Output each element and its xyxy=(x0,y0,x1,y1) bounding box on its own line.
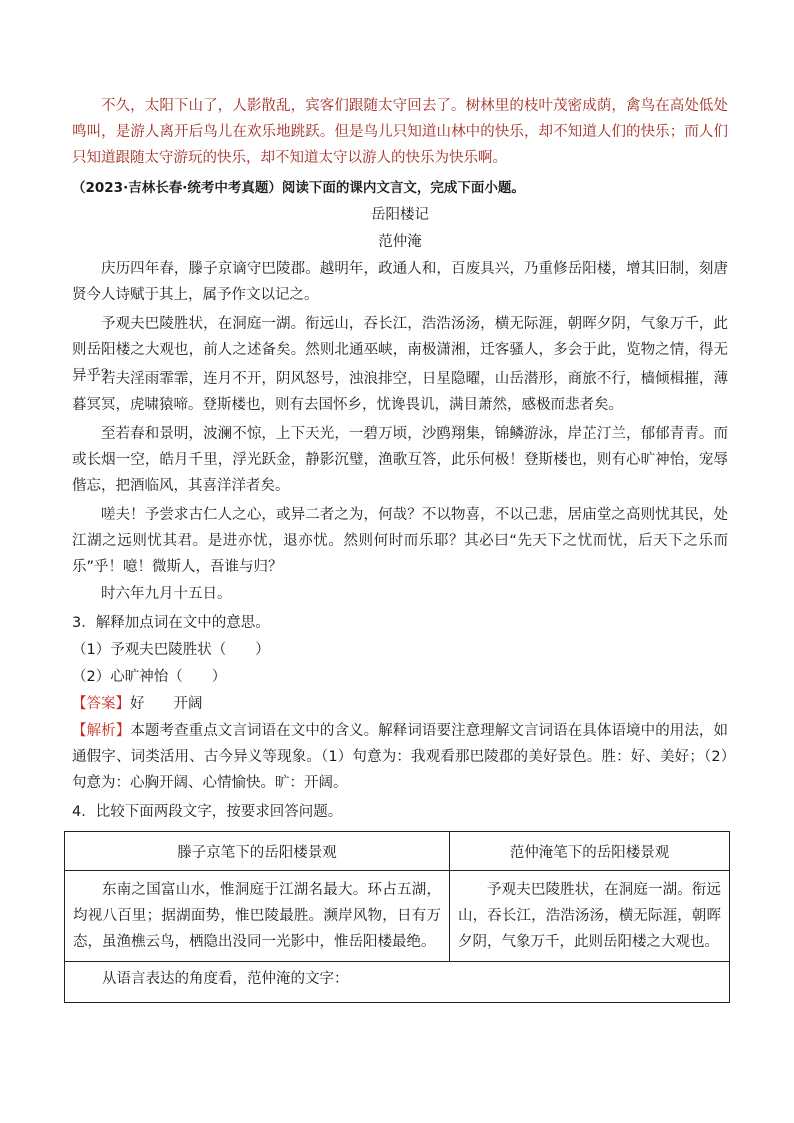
answer-text: 好 开阔 xyxy=(130,696,203,712)
passage-title: 岳阳楼记 xyxy=(371,207,429,223)
table-header-row xyxy=(65,832,730,871)
analysis-block xyxy=(72,718,728,796)
passage-paragraph-6: 时六年九月十五日。 xyxy=(101,586,232,602)
table-header-fan: 范仲淹笔下的岳阳楼景观 xyxy=(450,832,730,871)
answer-line xyxy=(72,691,728,717)
passage-paragraph-5: 嗟夫！予尝求古仁人之心，或异二者之为，何哉？不以物喜，不以己悲，居庙堂之高则忧其民，处江湖之远则忧其君。是进亦忧，退亦忧。然则何时而乐耶？其必曰“先天下之忧而忧，后天下之乐而乐”乎！噫！微斯人，吾谁与归？ xyxy=(72,507,728,575)
question-3-item-1: （1）予观夫巴陵胜状（ ） xyxy=(72,642,270,658)
table-row xyxy=(65,871,730,962)
translation-paragraph: 不久，太阳下山了，人影散乱，宾客们跟随太守回去了。树林里的枝叶茂密成荫，禽鸟在高处低处鸣叫，是游人离开后鸟儿在欢乐地跳跃。但是鸟儿只知道山林中的快乐，却不知道人们的快乐；而人们只知道跟随太守游玩的快乐，却不知道太守以游人的快乐为快乐啊。 xyxy=(72,98,728,166)
comparison-table xyxy=(64,831,730,1003)
question-4-prompt: 4．比较下面两段文字，按要求回答问题。 xyxy=(72,804,343,820)
answer-tag: 【答案】 xyxy=(72,696,130,712)
analysis-tag: 【解析】 xyxy=(72,723,131,739)
passage-author: 范仲淹 xyxy=(378,234,422,250)
passage-paragraph-3: 若夫淫雨霏霏，连月不开，阴风怒号，浊浪排空，日星隐曜，山岳潜形，商旅不行，樯倾楫摧，薄暮冥冥，虎啸猿啼。登斯楼也，则有去国怀乡，忧谗畏讥，满目萧然，感极而悲者矣。 xyxy=(72,371,728,413)
passage-paragraph-4: 至若春和景明，波澜不惊，上下天光，一碧万顷，沙鸥翔集，锦鳞游泳，岸芷汀兰，郁郁青青。而或长烟一空，皓月千里，浮光跃金，静影沉璧，渔歌互答，此乐何极！登斯楼也，则有心旷神怡，宠辱偕忘，把酒临风，其喜洋洋者矣。 xyxy=(72,426,728,494)
passage-paragraph-1: 庆历四年春，滕子京谪守巴陵郡。越明年，政通人和，百废具兴，乃重修岳阳楼，增其旧制，刻唐贤今人诗赋于其上，属予作文以记之。 xyxy=(72,261,728,303)
question-3-item-2: （2）心旷神怡（ ） xyxy=(72,669,227,685)
table-header-teng: 滕子京笔下的岳阳楼景观 xyxy=(65,832,450,871)
analysis-text: 本题考查重点文言词语在文中的含义。解释词语要注意理解文言词语在具体语境中的用法，如通假字、词类活用、古今异义等现象。（1）句意为：我观看那巴陵郡的美好景色。胜：好、美好；（2）句意为：心胸开阔、心情愉快。旷：开阔。 xyxy=(72,723,729,791)
table-footer-answer-area[interactable]: 从语言表达的角度看，范仲淹的文字： xyxy=(65,962,730,1003)
table-cell-teng-text: 东南之国富山水，惟洞庭于江湖名最大。环占五湖，均视八百里；据湖面势，惟巴陵最胜。濒岸风物，日有万态，虽渔樵云鸟，栖隐出没同一光影中，惟岳阳楼最绝。 xyxy=(65,871,450,962)
table-cell-fan-text: 予观夫巴陵胜状，在洞庭一湖。衔远山，吞长江，浩浩汤汤，横无际涯，朝晖夕阴，气象万千，此则岳阳楼之大观也。 xyxy=(450,871,730,962)
passage-paragraph-2: 予观夫巴陵胜状，在洞庭一湖。衔远山，吞长江，浩浩汤汤，横无际涯，朝晖夕阴，气象万千，此则岳阳楼之大观也，前人之述备矣。然则北通巫峡，南极潇湘，迁客骚人，多会于此，览物之情，得无异乎？ xyxy=(72,316,728,384)
question-intro: （2023·吉林长春·统考中考真题）阅读下面的课内文言文，完成下面小题。 xyxy=(72,180,525,196)
question-3-prompt: 3．解释加点词在文中的意思。 xyxy=(72,615,270,631)
table-footer-row xyxy=(65,962,730,1003)
